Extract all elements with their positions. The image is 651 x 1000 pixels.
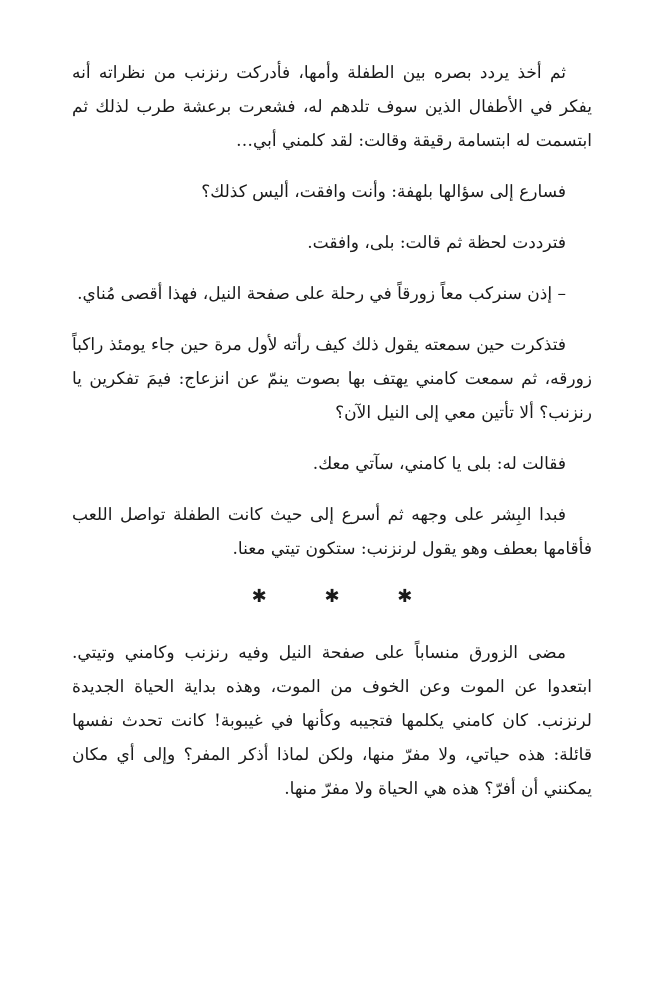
paragraph-2: فسارع إلى سؤالها بلهفة: وأنت وافقت، أليس كذلك؟ (201, 182, 566, 202)
paragraph-1: ثم أخذ يردد بصره بين الطفلة وأمها، فأدركت رنزنب من نظراته أنه يفكر في الأطفال الذين سوف تلدهم له، فشعرت برعشة طرب لذلك ثم ابتسمت له ابتسامة رقيقة وقالت: لقد كلمني أبي… (72, 63, 592, 151)
paragraph-3: فترددت لحظة ثم قالت: بلى، وافقت. (307, 233, 566, 253)
section-separator: ✱ ✱ ✱ (251, 586, 439, 607)
paragraph-4: – إذن سنركب معاً زورقاً في رحلة على صفحة النيل، فهذا أقصى مُناي. (77, 284, 566, 304)
paragraph-8: مضى الزورق منساباً على صفحة النيل وفيه رنزنب وكامني وتيتي. ابتعدوا عن الموت وعن الخوف من الموت، وهذه بداية الحياة الجديدة لرنزنب. كان كامني يكلمها فتجيبه وكأنها في غيبوبة! كانت تحدث نفسها قائلة: هذه حياتي، ولا مفرّ منها، ولكن لماذا أذكر المفر؟ وإلى أي مكان يمكنني أن أفرّ؟ هذه هي الحياة ولا مفرّ منها. (72, 643, 592, 799)
paragraph-5: فتذكرت حين سمعته يقول ذلك كيف رأته لأول مرة حين جاء يومئذ راكباً زورقه، ثم سمعت كامني يهتف بها بصوت ينمّ عن انزعاج: فيمَ تفكرين يا رنزنب؟ ألا تأتين معي إلى النيل الآن؟ (72, 335, 592, 423)
paragraph-7: فبدا البِشر على وجهه ثم أسرع إلى حيث كانت الطفلة تواصل اللعب فأقامها بعطف وهو يقول لرنزنب: ستكون تيتي معنا. (72, 505, 592, 559)
paragraph-6: فقالت له: بلى يا كامني، سآتي معك. (312, 454, 566, 474)
book-page (72, 56, 592, 823)
